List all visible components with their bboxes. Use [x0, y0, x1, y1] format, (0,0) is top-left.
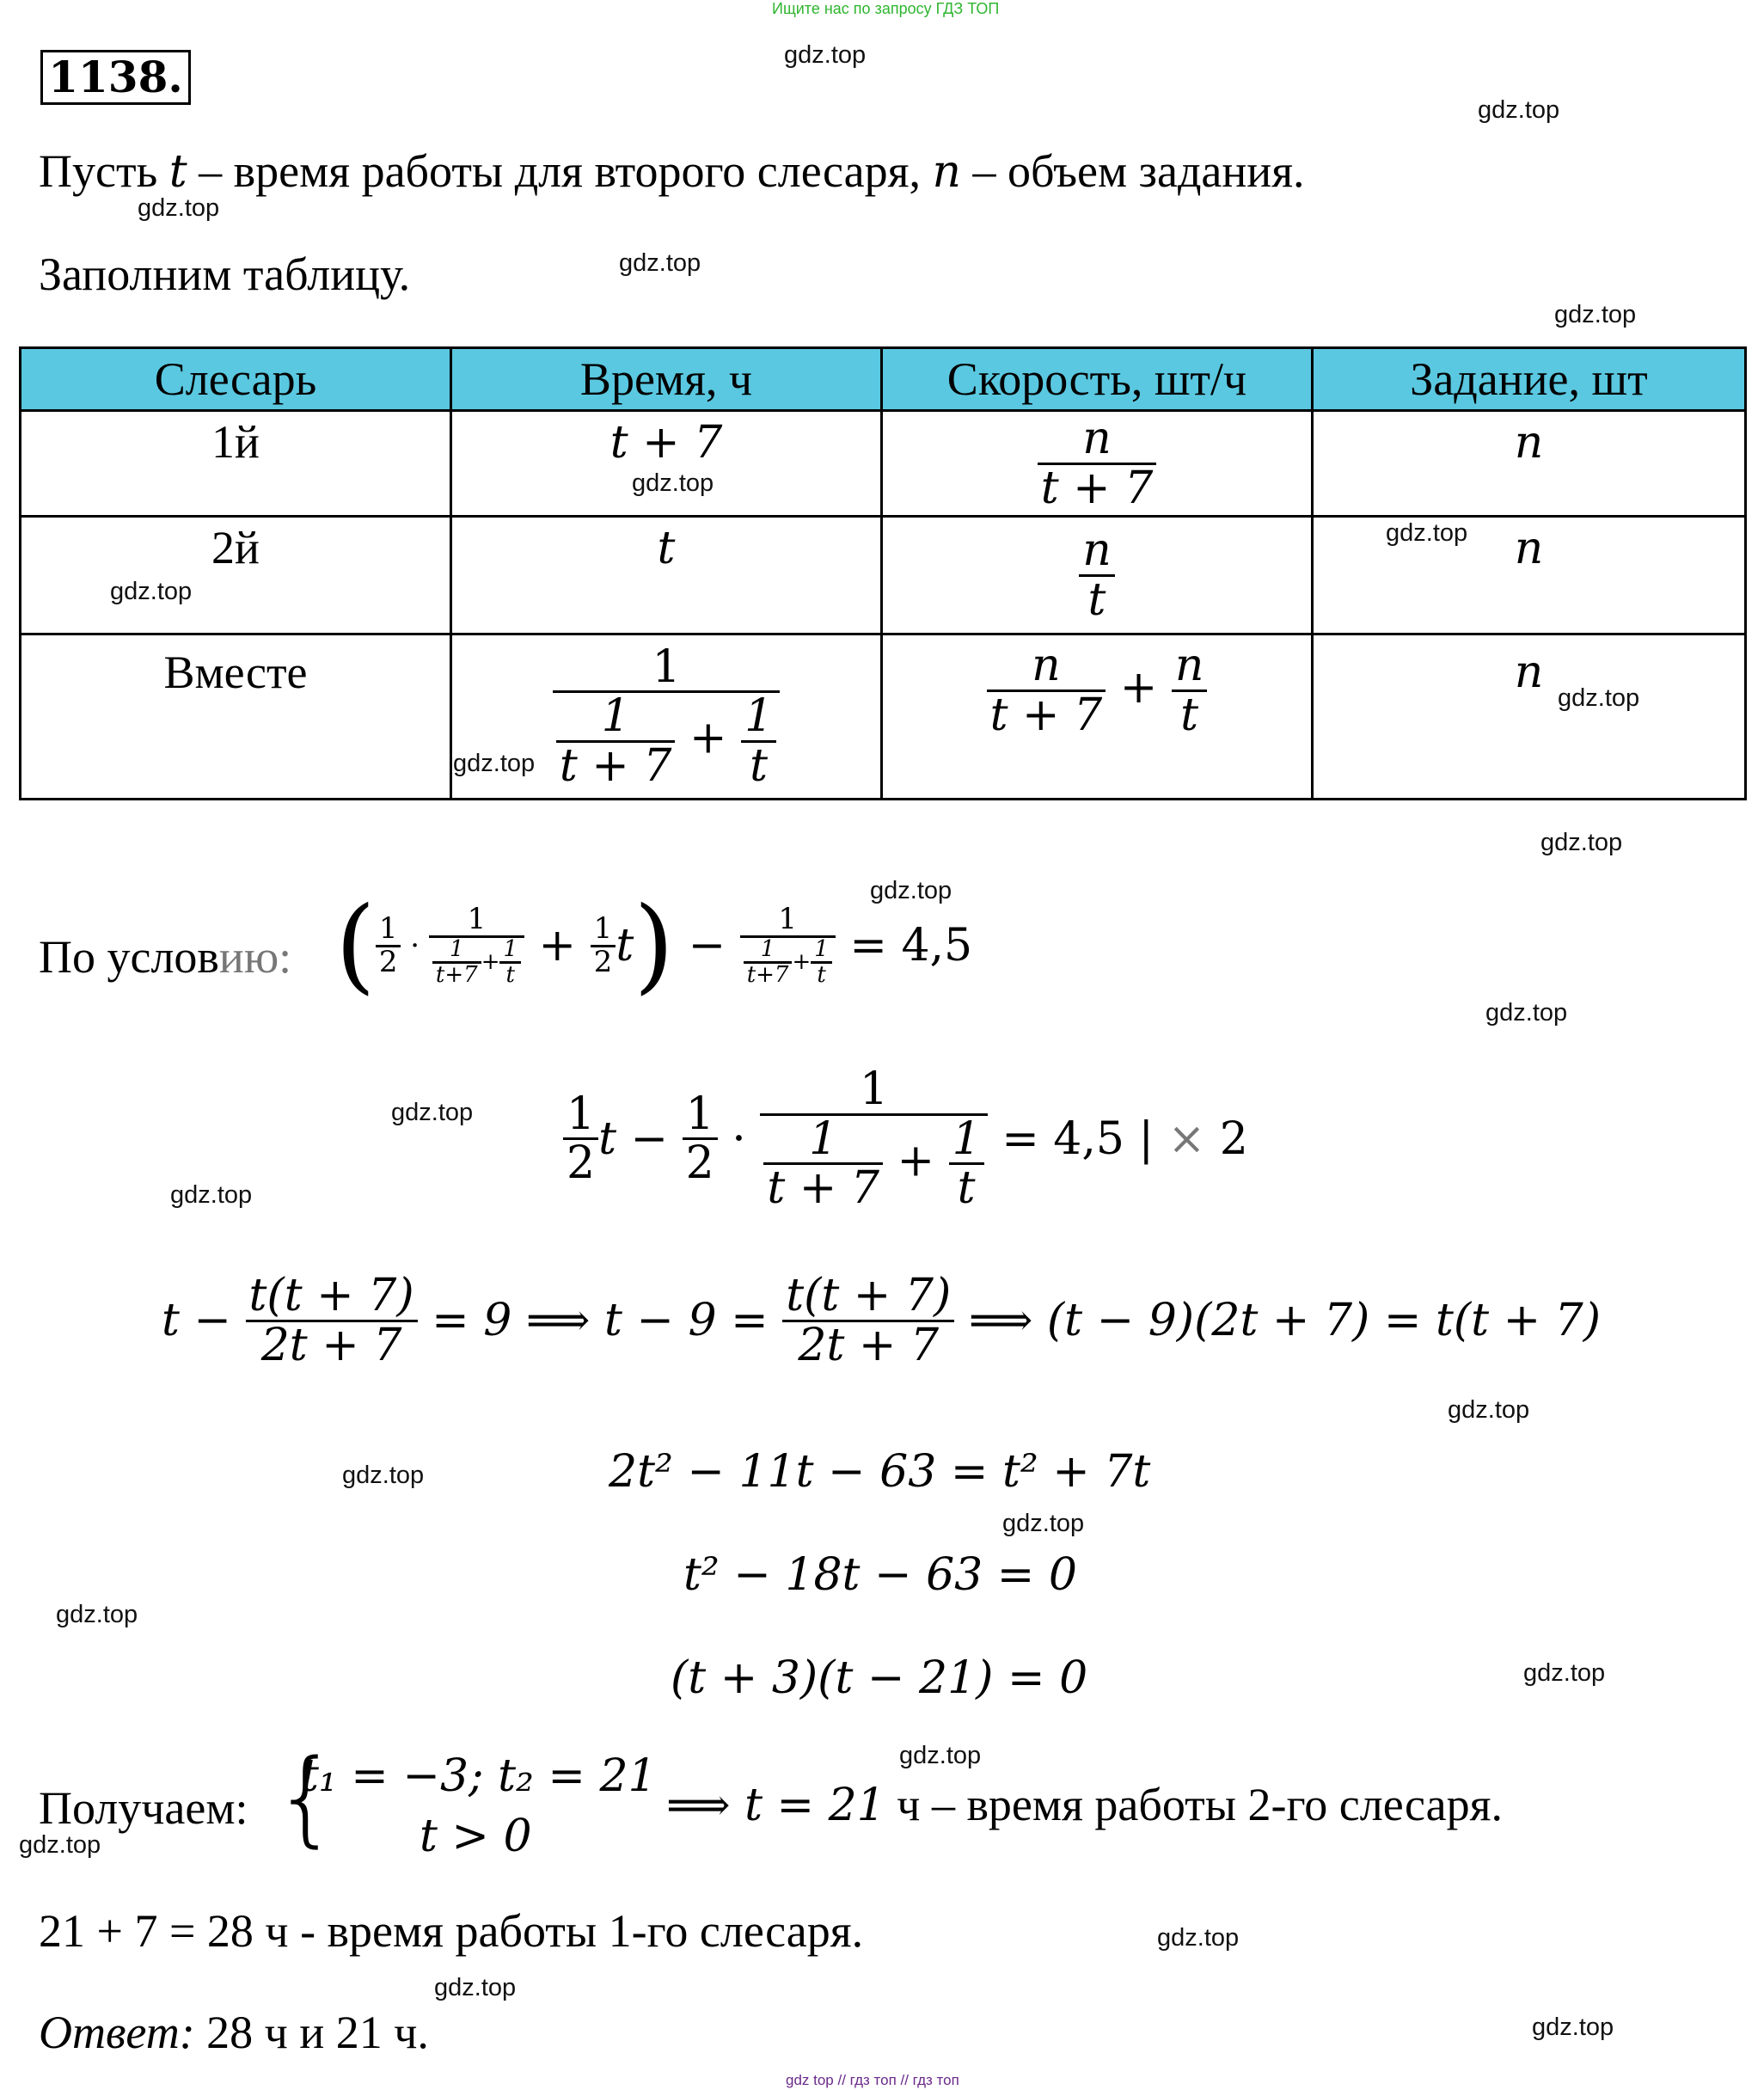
watermark: gdz.top — [391, 1099, 474, 1126]
watermark: gdz.top — [784, 41, 867, 69]
fraction: $\frac{n}{t + 7}$ — [987, 642, 1106, 739]
watermark: gdz.top — [870, 877, 952, 904]
answer: Ответ: 28 ч и 21 ч. — [39, 2007, 429, 2058]
problem-number: 1138. — [40, 50, 191, 105]
watermark: gdz.top — [1532, 2013, 1614, 2041]
equation-1: ( $\frac{1}{2}$ · 1 $\frac{1}{t+7}$ + $\frac{1}{t}$ + $\frac{1}{2}$ t ) − 1 $\frac{1}{t+7}$ + $\frac{1}{t}$ = 4,5 — [335, 886, 973, 1005]
table-header: Задание, шт — [1313, 348, 1746, 411]
intro-line-1: Пусть t – время работы для второго слесаря, n – объем задания. — [39, 145, 1305, 198]
table-row — [21, 517, 1746, 634]
table-header: Слесарь — [21, 348, 451, 411]
watermark: gdz.top — [619, 249, 701, 277]
watermark: gdz.top — [19, 1831, 101, 1859]
brace: { — [273, 1738, 340, 1858]
table-cell: 2й — [21, 517, 451, 634]
watermark: gdz.top — [1002, 1510, 1085, 1537]
work-table — [19, 346, 1747, 800]
table-cell: t — [451, 517, 882, 634]
equation-3: t − $\frac{t(t + 7)}{2t + 7}$ = 9 ⟹ t − 9 = $\frac{t(t + 7)}{2t + 7}$ ⟹ (t − 9)(2t + 7) = t(t + 7) — [162, 1270, 1602, 1371]
table-header: Скорость, шт/ч — [882, 348, 1313, 411]
footer-note: gdz top // гдз топ // гдз топ — [786, 2072, 959, 2088]
table-cell — [882, 517, 1313, 634]
watermark: gdz.top — [138, 194, 220, 222]
watermark: gdz.top — [110, 578, 193, 605]
watermark: gdz.top — [170, 1181, 253, 1209]
watermark: gdz.top — [1558, 684, 1640, 712]
system-line-2: t > 0 — [420, 1811, 532, 1862]
system-line-1: t₁ = −3; t₂ = 21 — [301, 1750, 657, 1802]
watermark: gdz.top — [1386, 519, 1468, 547]
fraction: $\frac{n}{t + 7}$ — [1038, 415, 1157, 512]
equation-2: $\frac{1}{2}$ t − $\frac{1}{2}$ · 1 $\frac{1}{t + 7}$ + $\frac{1}{t}$ = 4,5 | × 2 — [563, 1066, 1248, 1212]
table-row — [21, 634, 1746, 800]
watermark: gdz.top — [342, 1462, 425, 1489]
fraction: $\frac{n}{t}$ — [1079, 527, 1115, 623]
header-note: Ищите нас по запросу ГДЗ ТОП — [772, 0, 1000, 17]
first-worker-time: 21 + 7 = 28 ч - время работы 1-го слесаря. — [39, 1905, 864, 1957]
table-cell: n — [1313, 517, 1746, 634]
table-header: Время, ч — [451, 348, 882, 411]
table-cell: $\frac{n}{t + 7}$ + $\frac{n}{t}$ — [882, 634, 1313, 800]
watermark: gdz.top — [1478, 96, 1560, 124]
intro-line-2: Заполним таблицу. — [39, 248, 411, 300]
system-result: ⟹ t = 21 ч – время работы 2-го слесаря. — [666, 1779, 1503, 1831]
table-cell — [882, 411, 1313, 517]
watermark: gdz.top — [1485, 999, 1568, 1027]
fraction: 1 $\frac{1}{t + 7}$ + $\frac{1}{t}$ — [553, 644, 780, 790]
table-row — [21, 411, 1746, 517]
equation-4: 2t² − 11t − 63 = t² + 7t — [609, 1446, 1151, 1498]
equation-5: t² − 18t − 63 = 0 — [683, 1549, 1077, 1601]
table-cell: t + 7 — [451, 411, 882, 517]
table-cell: Вместе — [21, 634, 451, 800]
by-condition-label: По условию: — [39, 931, 292, 983]
watermark: gdz.top — [1448, 1396, 1530, 1424]
watermark: gdz.top — [453, 750, 536, 777]
watermark: gdz.top — [632, 469, 714, 497]
watermark: gdz.top — [1540, 829, 1623, 856]
watermark: gdz.top — [899, 1742, 982, 1769]
watermark: gdz.top — [434, 1974, 517, 2001]
watermark: gdz.top — [1554, 301, 1637, 328]
watermark: gdz.top — [1523, 1659, 1606, 1687]
watermark: gdz.top — [56, 1601, 138, 1628]
table-cell: 1й — [21, 411, 451, 517]
watermark: gdz.top — [1157, 1924, 1240, 1952]
table-cell: n — [1313, 634, 1746, 800]
receive-label: Получаем: — [39, 1782, 248, 1834]
fraction: $\frac{n}{t}$ — [1172, 642, 1208, 739]
table-cell: n — [1313, 411, 1746, 517]
equation-6: (t + 3)(t − 21) = 0 — [671, 1652, 1088, 1704]
table-header-row — [21, 348, 1746, 411]
